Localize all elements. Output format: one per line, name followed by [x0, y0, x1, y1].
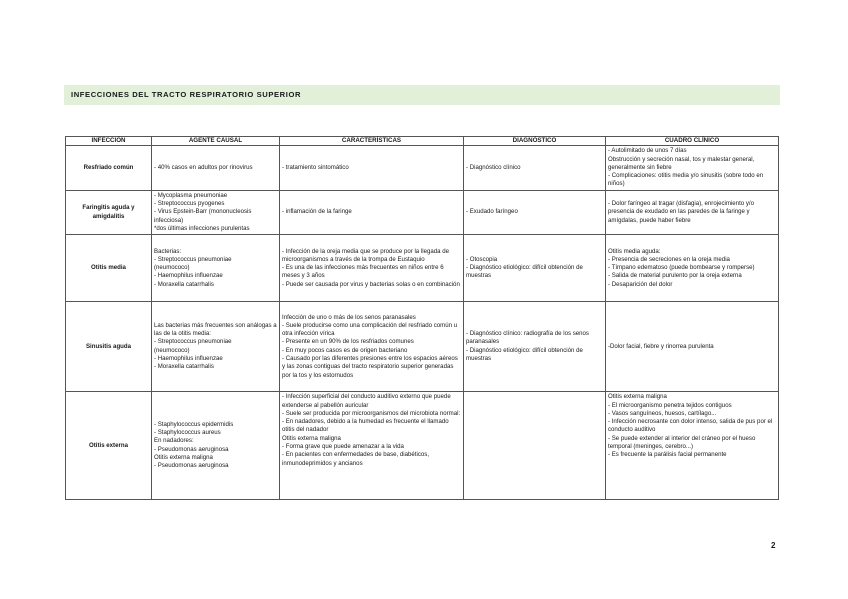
table-row	[66, 146, 779, 190]
cell-line: *dos últimas infecciones purulentas	[154, 224, 250, 232]
clinical-cell	[606, 392, 779, 500]
cell-line: Otitis media aguda:	[608, 247, 661, 255]
cell-line: - Streptococcus pneumoniae	[154, 255, 232, 263]
cell-line: - En nadadores, debido a la humedad es frecuente el llamado otitis del nadador	[282, 418, 449, 434]
cell-line: - Complicaciones: otitis media y/o sinusitis (sobre todo en niños)	[608, 172, 764, 188]
cell-line: - Suele ser producida por microorganismos del microbiota normal:	[282, 409, 461, 417]
cell-line: - Desaparición del dolor	[608, 280, 673, 288]
cell-line: En nadadores:	[154, 437, 194, 445]
agent-cell	[152, 190, 280, 234]
cell-line: Otitis externa maligna	[608, 393, 667, 401]
cell-line: - inflamación de la faringe	[282, 208, 352, 216]
cell-line: - Pseudomonas aeruginosa	[154, 445, 229, 453]
cell-line: -Dolor facial, fiebre y rinorrea purulenta	[608, 342, 714, 350]
agent-cell	[152, 392, 280, 500]
cell-line: - Moraxella catarrhalis	[154, 363, 214, 371]
clinical-cell	[606, 190, 779, 234]
cell-line: - Infección superficial del conducto auditivo externo que puede extenderse al pabellón auricular	[282, 393, 451, 409]
diagnosis-cell	[464, 235, 606, 302]
diagnosis-cell	[464, 302, 606, 392]
cell-line: - Diagnóstico etiológico: difícil obtención de muestras	[466, 346, 583, 363]
characteristics-cell	[280, 302, 464, 392]
agent-cell	[152, 302, 280, 392]
diagnosis-cell	[464, 190, 606, 234]
cell-line: - Streptococcus pyogenes	[154, 200, 225, 208]
cell-line: (neumococo)	[154, 264, 190, 272]
cell-line: Bacterias:	[154, 247, 182, 255]
cell-line: Obstrucción y secreción nasal, tos y malestar general, generalmente sin fiebre	[608, 155, 755, 171]
agent-cell	[152, 235, 280, 302]
cell-line: - Forma grave que puede amenazar a la vida	[282, 443, 404, 451]
characteristics-cell	[280, 392, 464, 500]
infection-cell: Otitis media	[66, 235, 152, 302]
cell-line: - El microorganismo penetra tejidos contiguos	[608, 401, 732, 409]
cell-line: - Diagnóstico clínico	[466, 163, 521, 171]
cell-line: - Salida de material purulento por la oreja externa	[608, 272, 742, 280]
cell-line: - Haemophilus influenzae	[154, 272, 223, 280]
cell-line: - Suele producirse como una complicación del resfriado común u otra infección vírica	[282, 321, 458, 338]
cell-line: - 40% casos en adultos por rinovirus	[154, 163, 253, 171]
cell-line: - Staphylococcus aureus	[154, 429, 221, 437]
cell-line: - Puede ser causada por virus y bacterias solas o en combinación	[282, 280, 460, 288]
cell-line: - Presencia de secreciones en la oreja media	[608, 255, 730, 263]
cell-line: - Haemophilus influenzae	[154, 355, 223, 363]
cell-line: - Streptococcus pneumoniae	[154, 338, 232, 346]
agent-cell	[152, 146, 280, 190]
page-title: INFECCIONES DEL TRACTO RESPIRATORIO SUPERIOR	[64, 85, 780, 105]
column-header-clinical: CUADRO CLÍNICO	[606, 137, 779, 146]
cell-line: Infección de uno o más de los senos paranasales	[282, 313, 416, 321]
table-header-row	[66, 137, 779, 146]
cell-line: - En muy pocos casos es de origen bacteriano	[282, 346, 408, 354]
clinical-cell	[606, 146, 779, 190]
cell-line: - Presente en un 90% de los resfriados comunes	[282, 338, 414, 346]
table-row	[66, 235, 779, 302]
table-body	[66, 146, 779, 500]
infection-cell: Sinusitis aguda	[66, 302, 152, 392]
column-header-diagnosis: DIAGNÓSTICO	[464, 137, 606, 146]
cell-line: - Mycoplasma pneumoniae	[154, 191, 228, 199]
table-row	[66, 302, 779, 392]
infections-table	[65, 136, 779, 500]
cell-line: Las bacterias más frecuentes son análogas a las de la otitis media:	[154, 321, 277, 338]
table-row	[66, 190, 779, 234]
cell-line: - Es frecuente la parálisis facial permanente	[608, 451, 727, 459]
infection-cell: Otitis externa	[66, 392, 152, 500]
cell-line: - Dolor faríngeo al tragar (disfagia), enrojecimiento y/o presencia de exudado en las paredes de la faringe y amígdalas, puede haber fiebre	[608, 200, 754, 224]
cell-line: - Moraxella catarrhalis	[154, 280, 214, 288]
column-header-agent: AGENTE CAUSAL	[152, 137, 280, 146]
infection-cell: Resfriado común	[66, 146, 152, 190]
clinical-cell	[606, 235, 779, 302]
cell-line: - Tímpano edematoso (puede bombearse y romperse)	[608, 264, 755, 272]
cell-line: - Infección necrosante con dolor intenso, salida de pus por el conducto auditivo	[608, 418, 773, 434]
cell-line: - Vasos sanguíneos, huesos, cartílago...	[608, 409, 717, 417]
cell-line: - Virus Epstein-Barr (mononucleosis infecciosa)	[154, 208, 252, 224]
cell-line: - tratamiento sintomático	[282, 163, 349, 171]
cell-line: (neumococo)	[154, 346, 190, 354]
table-row	[66, 392, 779, 500]
characteristics-cell	[280, 190, 464, 234]
cell-line: - Se puede extender al interior del cráneo por el hueso temporal (meninges, cerebro...)	[608, 434, 756, 451]
cell-line: - Otoscopia	[466, 255, 498, 263]
characteristics-cell	[280, 146, 464, 190]
cell-line: - En pacientes con enfermedades de base, diabéticos, inmunodeprimidos y ancianos	[282, 451, 430, 467]
diagnosis-cell	[464, 146, 606, 190]
cell-line: - Diagnóstico etiológico: difícil obtención de muestras	[466, 264, 583, 280]
clinical-cell	[606, 302, 779, 392]
cell-line: - Staphylococcus epidermidis	[154, 420, 234, 428]
page-number: 2	[771, 541, 776, 550]
diagnosis-cell	[464, 392, 606, 500]
cell-line: - Infección de la oreja media que se produce por la llegada de microorganismos a través de la trompa de Eustaquio	[282, 247, 450, 263]
cell-line: - Es una de las infecciones más frecuentes en niños entre 6 meses y 3 años	[282, 264, 444, 280]
column-header-infection: INFECCIÓN	[66, 137, 152, 146]
column-header-characteristics: CARACTERÍSTICAS	[280, 137, 464, 146]
cell-line: - Exudado faríngeo	[466, 208, 518, 216]
cell-line: - Pseudomonas aeruginosa	[154, 462, 229, 470]
characteristics-cell	[280, 235, 464, 302]
cell-line: Otitis externa maligna	[154, 454, 213, 462]
cell-line: - Autolimitado de unos 7 días	[608, 147, 687, 155]
cell-line: - Diagnóstico clínico: radiografía de los senos paranasales	[466, 330, 589, 346]
cell-line: Otitis externa maligna	[282, 434, 341, 442]
infection-cell: Faringitis aguda y amigdalitis	[66, 190, 152, 234]
cell-line: - Causado por las diferentes presiones entre los espacios aéreos y las zonas contiguas del tracto respiratorio superior generadas por la tos y los estornudos	[282, 355, 458, 379]
